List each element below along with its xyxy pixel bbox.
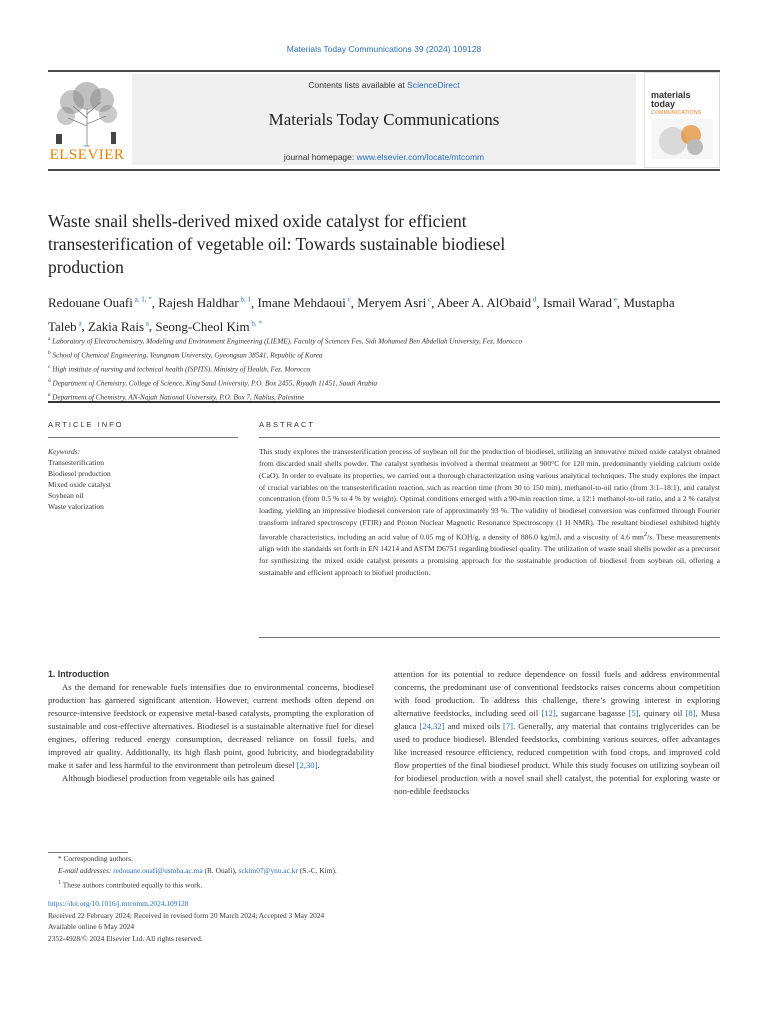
cover-title bbox=[651, 91, 691, 109]
footnote-corresponding bbox=[48, 853, 720, 865]
body-text: and mixed oils bbox=[444, 721, 503, 732]
journal-homepage-line bbox=[132, 152, 636, 162]
author[interactable] bbox=[158, 295, 251, 310]
author-affiliation-marker[interactable]: c bbox=[345, 296, 351, 304]
affiliation-text: High institute of nursing and technical health (ISPITS), Ministry of Health, Fez, Morocco bbox=[50, 365, 311, 374]
keywords-block bbox=[48, 446, 238, 512]
article-info-rule bbox=[48, 437, 238, 438]
email-name-ouafi: (R. Ouafi), bbox=[202, 866, 239, 875]
author-name: Redouane Ouafi bbox=[48, 295, 133, 311]
abstract-rule bbox=[259, 437, 720, 438]
author-affiliation-marker[interactable]: a, 1, * bbox=[132, 296, 152, 304]
body-text: attention for its potential to reduce dependence on fossil fuels and address environmental concerns, the predominant use of conventional feedstocks raises concerns about competition with food production. To address this challenge, there’s growing interest in exploring alternative feedstocks, including seed oil bbox=[394, 669, 720, 719]
abstract-part-2: /s. These measurements align with the standards set forth in EN 14214 and ASTM D6751 regarding biodiesel quality. The utilization of waste snail shells powder as a precursor for synthesizing the mixed oxide catalyst presents a promising approach for the sustainable production of biodiesel from soybean oil, offering a sustainable and efficient approach to biofuel production. bbox=[259, 532, 720, 577]
contents-available-line bbox=[132, 80, 636, 90]
body-text: , Musa glauca bbox=[394, 708, 720, 732]
author-affiliation-marker[interactable]: e bbox=[612, 296, 617, 304]
email-label: E-mail addresses: bbox=[58, 866, 112, 875]
affiliation bbox=[48, 334, 720, 348]
citation-link[interactable]: [2,30] bbox=[296, 760, 318, 771]
abstract-bottom-rule bbox=[259, 637, 720, 638]
body-column-right bbox=[394, 668, 720, 798]
body-text: As the demand for renewable fuels intensifies due to environmental concerns, biodiesel production has garnered significant attention. However, current methods often depend on resource-intensive feedstock or expensive metal-based catalysts, prompting the exploration of sustainable and cost-effective alternatives. Biodiesel is a sustainable alternative fuel for diesel engines, offering reduced energy consumption, decreased reliance on fossil fuels, and improved air quality. Additionally, its high flash point, good lubricity, and biodegradability make it safer and less harmful to the environment than petroleum diesel bbox=[48, 682, 374, 771]
keyword-item: Mixed oxide catalyst bbox=[48, 480, 111, 489]
author-name: Meryem Asri bbox=[357, 295, 427, 311]
contents-prefix: Contents lists available at bbox=[308, 80, 408, 90]
affiliation-text: Department of Chemistry, AN-Najah National University, P.O. Box 7, Nablus, Palestine bbox=[50, 392, 305, 401]
copyright-line: 2352-4928/© 2024 Elsevier Ltd. All rights reserved. bbox=[48, 933, 203, 943]
abstract-superscript: 2 bbox=[643, 530, 648, 538]
author[interactable] bbox=[88, 319, 149, 334]
journal-cover-thumbnail[interactable] bbox=[644, 72, 720, 168]
journal-name[interactable]: Materials Today Communications bbox=[268, 110, 500, 129]
author-name: Seong-Cheol Kim bbox=[155, 318, 250, 334]
body-paragraph bbox=[48, 681, 374, 772]
keyword-item: Transesterification bbox=[48, 458, 104, 467]
author[interactable] bbox=[257, 295, 350, 310]
citation-link[interactable]: [12] bbox=[541, 708, 556, 719]
citation-link[interactable]: [8] bbox=[685, 708, 696, 719]
corresponding-text: Corresponding authors. bbox=[63, 854, 133, 863]
citation-link[interactable]: [24,32] bbox=[419, 721, 445, 732]
affiliation bbox=[48, 348, 720, 362]
journal-homepage-link[interactable]: www.elsevier.com/locate/mtcomm bbox=[356, 152, 485, 162]
received-dates: Received 22 February 2024; Received in revised form 20 March 2024; Accepted 3 May 2024 bbox=[48, 910, 325, 920]
footnote-equal-contribution bbox=[48, 877, 720, 891]
author-name: Ismail Warad bbox=[542, 295, 612, 311]
elsevier-tree-icon bbox=[48, 78, 126, 148]
email-name-kim: (S.-C. Kim). bbox=[297, 866, 337, 875]
sciencedirect-link[interactable]: ScienceDirect bbox=[407, 80, 460, 90]
affiliation-list bbox=[48, 334, 720, 403]
footnote-emails bbox=[48, 865, 720, 877]
body-text: . Generally, any material that contains triglycerides can be used to produce biodiesel. Blended feedstocks, combining various sources, offer advantages like increased resource efficiency, reduced competition with food crops, and improved cold flow properties of the final biodiesel product. While this study focuses on utilizing soybean oil for biodiesel production with a novel snail shell catalyst, the potential for exploring waste or non-edible feedstocks bbox=[394, 721, 720, 797]
author[interactable] bbox=[357, 295, 431, 310]
author-name: Rajesh Haldhar bbox=[158, 295, 239, 311]
keyword-item: Waste valorization bbox=[48, 502, 104, 511]
elsevier-wordmark: ELSEVIER bbox=[49, 147, 125, 163]
affiliation-text: Department of Chemistry, College of Science, King Saud University, P.O. Box 2455, Riyadh 11451, Saudi Arabia bbox=[50, 379, 378, 388]
masthead-top-rule bbox=[48, 70, 720, 72]
article-title: Waste snail shells-derived mixed oxide catalyst for efficient transesterification of vegetable oil: Towards sustainable biodiesel production bbox=[48, 211, 506, 277]
journal-citation[interactable]: Materials Today Communications 39 (2024) 109128 bbox=[286, 44, 482, 54]
abstract-part-1: This study explores the transesterification process of soybean oil for the production of biodiesel, utilizing an innovative mixed oxide catalyst obtained from discarded snail shells powder. The catalyst synthesis involved a thermal treatment at 900°C for 120 min, predominantly yielding calcium oxide (CaO). In order to evaluate its properties, we carried out a thorough characterization using various analytical techniques. The study explores the impact of crucial variables on the transesterification reaction, such as reaction time (from 30 to 150 min), methanol-to-oil ratio (from 3:1–18:1), and catalyst concentration (from 0.5 % to 4 % by weight). Optimal conditions emerged with a 90-min reaction time, a 12:1 methanol-to-oil ratio, and a 2 % catalyst loading, yielding an impressive biodiesel conversion rate of approximately 93 %. The validity of biodiesel conversion was confirmed through Fourier transform infrared spectroscopy (FTIR) and Proton Nuclear Magnetic Resonance Spectroscopy (1 H NMR). The resultant biodiesel exhibited highly favorable characteristics, including an acid value of 0.05 mg of KOH/g, a density of 886.0 kg/m3, and a viscosity of 4.6 mm bbox=[259, 447, 720, 542]
masthead-center-panel bbox=[132, 74, 636, 165]
affiliation bbox=[48, 362, 720, 376]
doi-link[interactable]: https://doi.org/10.1016/j.mtcomm.2024.109128 bbox=[48, 899, 189, 908]
abstract-heading: ABSTRACT bbox=[259, 420, 316, 429]
footnote-marker: 1 bbox=[58, 880, 62, 886]
affiliation-marker: b bbox=[48, 349, 51, 356]
footnote-marker: * bbox=[58, 854, 64, 863]
author-name: Mustapha Taleb bbox=[48, 295, 675, 334]
cover-title-line-2: today bbox=[651, 99, 676, 109]
author-name: Abeer A. AlObaid bbox=[436, 295, 532, 311]
body-text: , quinary oil bbox=[638, 708, 686, 719]
body-text: , sugarcane bagasse bbox=[555, 708, 629, 719]
author[interactable] bbox=[155, 319, 262, 334]
masthead-bottom-rule bbox=[48, 169, 720, 171]
citation-link[interactable]: [5] bbox=[628, 708, 639, 719]
affiliation-marker: a bbox=[48, 336, 51, 342]
article-info-heading: ARTICLE INFO bbox=[48, 420, 124, 429]
keyword-item: Biodiesel production bbox=[48, 469, 111, 478]
author-list: Redouane Ouafi $^{a, 1, *}$, Rajesh Haldhar $^{b, 1}$, Imane Mehdaoui $^c$, Meryem Asri $^c$, Abeer A. AlObaid $^d$, Ismail Warad $^e$, Mustapha Taleb $^a$, Zakia Rais $^a$, Seong-Cheol Kim $^{b, *}$ bbox=[48, 295, 675, 334]
body-paragraph bbox=[394, 668, 720, 798]
journal-masthead bbox=[48, 70, 720, 171]
cover-title-line-1: materials bbox=[651, 90, 691, 100]
author-affiliation-marker[interactable]: c bbox=[426, 296, 432, 304]
elsevier-logo[interactable] bbox=[48, 78, 126, 170]
available-online-date: Available online 6 May 2024 bbox=[48, 922, 135, 931]
footnotes bbox=[48, 853, 720, 891]
header-divider bbox=[48, 401, 720, 403]
abstract-text bbox=[259, 446, 720, 579]
body-column-left bbox=[48, 668, 374, 785]
body-paragraph: Although biodiesel production from vegetable oils has gained bbox=[62, 773, 275, 784]
affiliation bbox=[48, 376, 720, 390]
affiliation-text: School of Chemical Engineering, Yeungnam University, Gyeongsan 38541, Republic of Korea bbox=[50, 351, 323, 360]
equal-contribution-text: These authors contributed equally to this work. bbox=[62, 880, 203, 890]
section-heading-introduction: 1. Introduction bbox=[48, 669, 110, 679]
author-affiliation-marker[interactable]: a bbox=[144, 319, 149, 328]
email-link-ouafi[interactable]: redouane.ouafi@usmba.ac.ma bbox=[113, 866, 203, 875]
affiliation-marker: d bbox=[48, 377, 51, 384]
affiliation-text: Laboratory of Electrochemistry, Modeling and Environment Engineering (LIEME), Faculty of Sciences Fes, Sidi Mohamed Ben Abdellah University, Fez, Morocco bbox=[50, 337, 523, 346]
author-affiliation-marker[interactable]: b, * bbox=[249, 319, 262, 328]
email-link-kim[interactable]: sckim07@ynu.ac.kr bbox=[238, 866, 298, 875]
keyword-item: Soybean oil bbox=[48, 491, 84, 500]
homepage-prefix: journal homepage: bbox=[283, 152, 357, 162]
publication-info bbox=[48, 898, 720, 944]
citation-link[interactable]: [7] bbox=[502, 721, 514, 732]
cover-artwork-icon bbox=[651, 119, 713, 159]
affiliation-marker: c bbox=[48, 363, 51, 370]
author[interactable] bbox=[48, 295, 152, 310]
keywords-heading: Keywords: bbox=[48, 447, 81, 456]
author[interactable] bbox=[543, 295, 617, 310]
author-affiliation-marker[interactable]: b, 1 bbox=[238, 296, 251, 304]
body-text: . bbox=[317, 760, 320, 771]
author-name: Imane Mehdaoui bbox=[257, 295, 346, 311]
cover-subtitle: COMMUNICATIONS bbox=[651, 110, 702, 116]
author[interactable] bbox=[437, 295, 536, 310]
author-affiliation-marker[interactable]: d bbox=[531, 296, 537, 304]
author-affiliation-marker[interactable]: a bbox=[76, 319, 82, 328]
author-name: Zakia Rais bbox=[88, 318, 145, 334]
affiliation-marker: e bbox=[48, 391, 51, 398]
